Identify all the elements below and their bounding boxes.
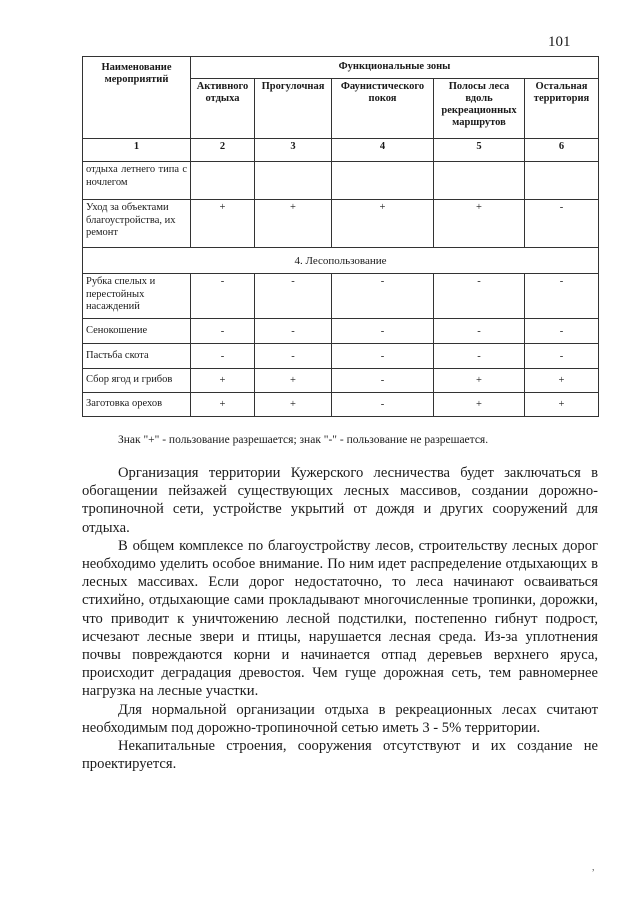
column-number: 5 xyxy=(434,139,525,162)
row-mark: - xyxy=(525,200,599,248)
row-mark: - xyxy=(332,274,434,319)
row-name: отдыха летнего типа с ночлегом xyxy=(83,162,191,200)
section-title: 4. Лесопользование xyxy=(83,248,599,274)
row-mark: - xyxy=(434,319,525,344)
row-mark xyxy=(255,162,332,200)
table-row xyxy=(83,393,599,417)
column-number: 6 xyxy=(525,139,599,162)
row-mark xyxy=(332,162,434,200)
row-name: Пастьба скота xyxy=(83,344,191,369)
table-row xyxy=(83,319,599,344)
paragraph: Организация территории Кужерского лесничества будет заключаться в обогащении пейзажей существующих лесных массивов, создании дорожно-тропиночной сети, устройстве укрытий от дождя и других сооружений для отдыха. xyxy=(82,465,598,536)
row-mark: + xyxy=(332,200,434,248)
pen-mark: , xyxy=(592,862,595,873)
row-mark: - xyxy=(434,344,525,369)
column-numbers-row xyxy=(83,139,599,162)
row-name: Уход за объектами благоустройства, их ремонт xyxy=(83,200,191,248)
header-zones-group: Функциональные зоны xyxy=(191,57,599,79)
table-row xyxy=(83,162,599,200)
row-mark: + xyxy=(434,200,525,248)
row-name: Заготовка орехов xyxy=(83,393,191,417)
column-number: 4 xyxy=(332,139,434,162)
functional-zones-table xyxy=(82,56,599,417)
row-mark xyxy=(434,162,525,200)
row-mark: + xyxy=(191,369,255,393)
page-number: 101 xyxy=(548,34,571,50)
body-text xyxy=(82,464,598,773)
row-mark: + xyxy=(255,393,332,417)
header-zone-active: Активного отдыха xyxy=(191,79,255,139)
row-mark: - xyxy=(332,393,434,417)
row-name: Сенокошение xyxy=(83,319,191,344)
paragraph: Для нормальной организации отдыха в рекреационных лесах считают необходимым под дорожно-тропиночной сетью иметь 3 - 5% территории. xyxy=(82,701,598,736)
header-zone-forest-strips: Полосы леса вдоль рекреационных маршрутов xyxy=(434,79,525,139)
column-number: 2 xyxy=(191,139,255,162)
table-row xyxy=(83,274,599,319)
row-mark xyxy=(525,162,599,200)
header-zone-other: Остальная территория xyxy=(525,79,599,139)
row-mark: - xyxy=(255,319,332,344)
column-number: 3 xyxy=(255,139,332,162)
row-mark: - xyxy=(332,369,434,393)
table-row xyxy=(83,369,599,393)
row-name: Рубка спелых и перестойных насаждений xyxy=(83,274,191,319)
row-mark: + xyxy=(191,200,255,248)
table-legend: Знак "+" - пользование разрешается; знак "-" - пользование не разрешается. xyxy=(118,434,489,446)
header-zone-fauna: Фаунистического покоя xyxy=(332,79,434,139)
row-mark: + xyxy=(434,393,525,417)
row-mark: + xyxy=(525,369,599,393)
row-mark xyxy=(191,162,255,200)
row-mark: + xyxy=(255,369,332,393)
row-mark: - xyxy=(191,344,255,369)
row-mark: - xyxy=(525,344,599,369)
row-mark: - xyxy=(255,274,332,319)
row-mark: - xyxy=(332,344,434,369)
row-mark: - xyxy=(525,319,599,344)
row-mark: - xyxy=(255,344,332,369)
paragraph: В общем комплексе по благоустройству лесов, строительству лесных дорог необходимо уделить особое внимание. По ним идет распределение отдыхающих в лесных массивах. Если дорог недостаточно, то леса начинают осваиваться стихийно, отдыхающие сами прокладывают многочисленные тропинки, дорожки, что приводит к уничтожению лесной подстилки, постепенно гибнут подрост, исчезают лесные звери и птицы, нарушается лесная среда. Из-за уплотнения почвы повреждаются корни и начинается отпад деревьев верхнего яруса, происходит деградация древостоя. Чем гуще дорожная сеть, тем равномернее нагрузка на лесные участки. xyxy=(82,537,598,700)
row-mark: - xyxy=(525,274,599,319)
row-name: Сбор ягод и грибов xyxy=(83,369,191,393)
row-mark: + xyxy=(191,393,255,417)
row-mark: + xyxy=(525,393,599,417)
table-row xyxy=(83,344,599,369)
paragraph: Некапитальные строения, сооружения отсутствуют и их создание не проектируется. xyxy=(82,738,598,773)
row-mark: - xyxy=(191,319,255,344)
row-mark: + xyxy=(434,369,525,393)
row-mark: - xyxy=(191,274,255,319)
row-mark: + xyxy=(255,200,332,248)
row-mark: - xyxy=(332,319,434,344)
table-row xyxy=(83,200,599,248)
column-number: 1 xyxy=(83,139,191,162)
header-name-column: Наименование мероприятий xyxy=(83,57,191,139)
row-mark: - xyxy=(434,274,525,319)
header-zone-walking: Прогулочная xyxy=(255,79,332,139)
